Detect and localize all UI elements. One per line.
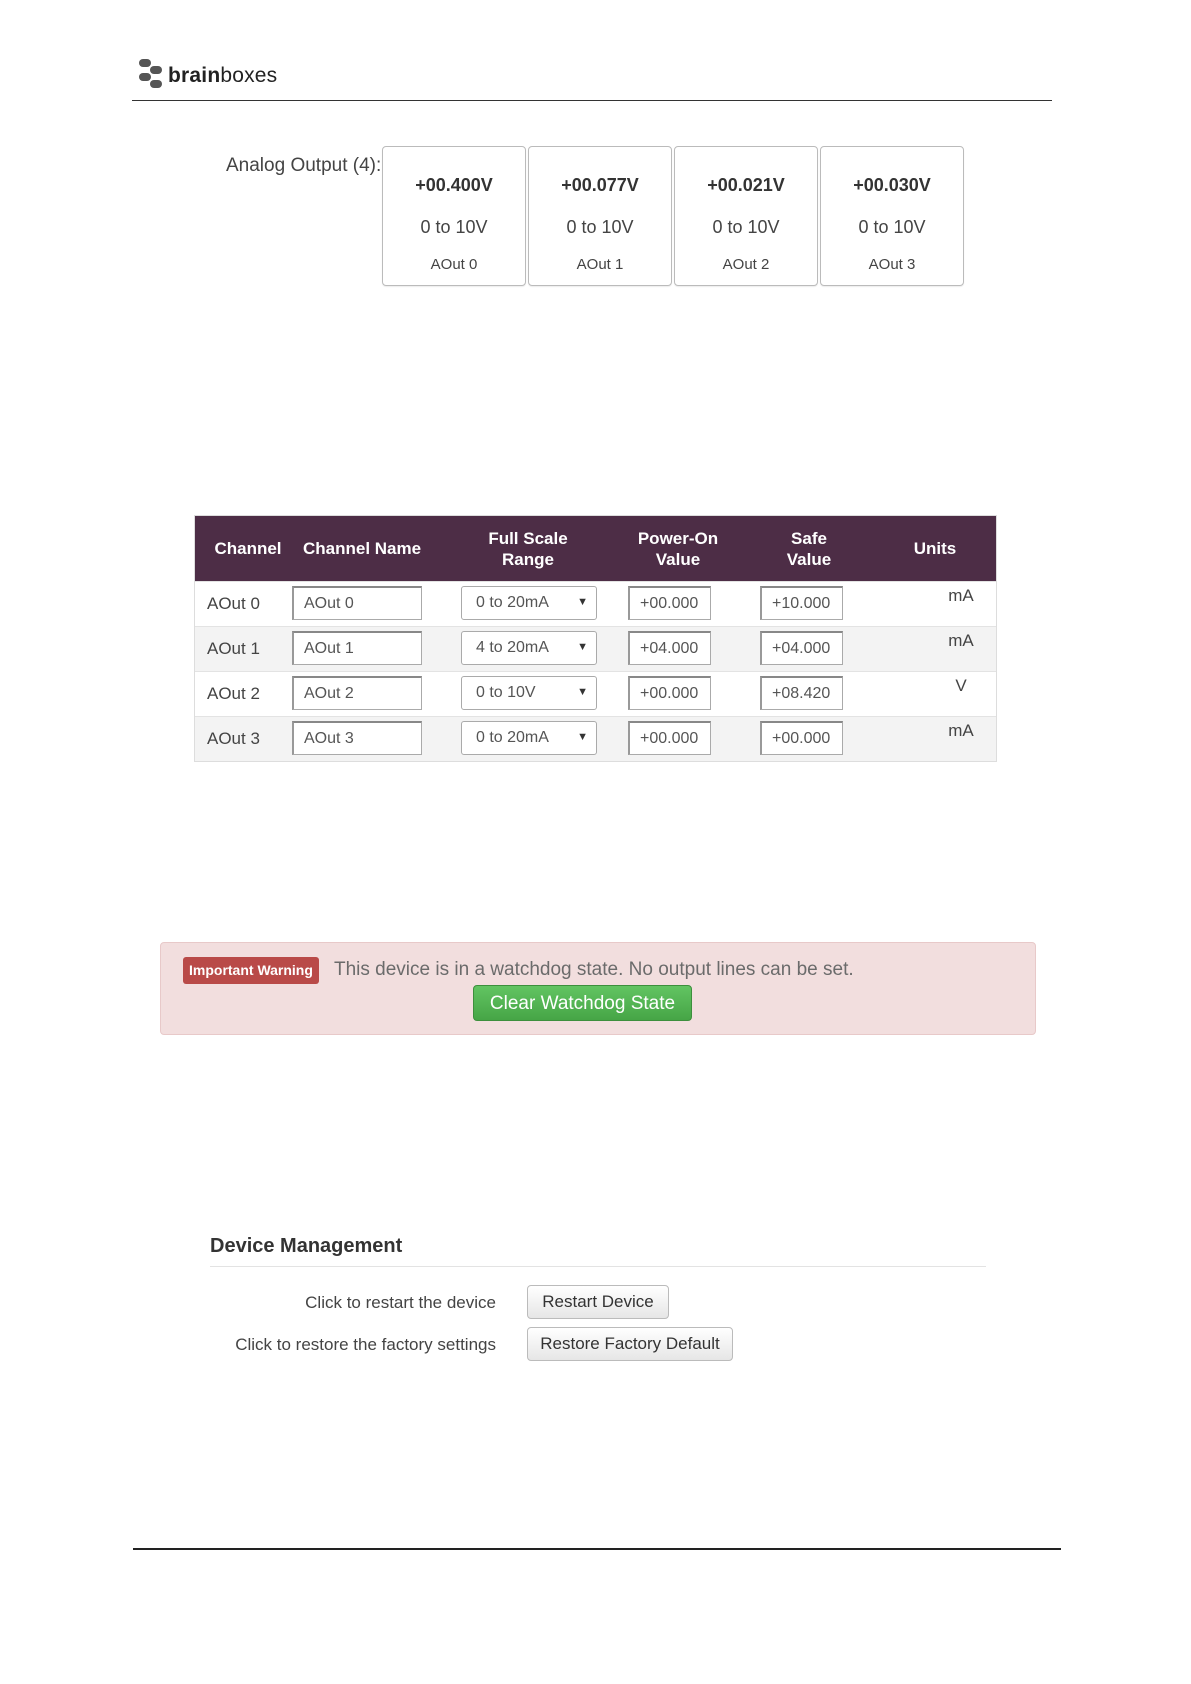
tile-value: +00.030V xyxy=(853,175,931,195)
header-channel: Channel xyxy=(214,539,282,558)
header-full-scale-range xyxy=(443,528,613,570)
row-channel: AOut 2 xyxy=(207,684,260,703)
range-select[interactable] xyxy=(461,586,597,620)
clear-watchdog-button[interactable]: Clear Watchdog State xyxy=(473,985,692,1021)
restore-label: Click to restore the factory settings xyxy=(235,1335,496,1354)
tile-range: 0 to 10V xyxy=(420,217,488,237)
channel-name-input[interactable]: AOut 2 xyxy=(292,676,422,710)
header-poweron-line1: Power-On xyxy=(637,528,719,548)
device-management-divider xyxy=(210,1266,986,1267)
analog-output-tile xyxy=(382,146,526,286)
row-channel: AOut 0 xyxy=(207,594,260,613)
tile-channel-name: AOut 2 xyxy=(722,256,770,273)
header-power-on-value xyxy=(613,528,743,570)
row-channel: AOut 1 xyxy=(207,639,260,658)
analog-output-tiles xyxy=(382,146,966,286)
row-units: mA xyxy=(948,631,974,650)
brainboxes-logo xyxy=(138,58,277,94)
watchdog-warning-panel xyxy=(160,942,1036,1035)
logo-mark-icon xyxy=(138,58,166,94)
restart-label: Click to restart the device xyxy=(305,1293,496,1312)
header-range-line1: Full Scale xyxy=(488,528,568,548)
channel-config-table xyxy=(194,515,997,762)
table-row xyxy=(195,716,996,761)
tile-channel-name: AOut 3 xyxy=(868,256,916,273)
header-channel-name: Channel Name xyxy=(303,539,422,558)
channel-name-input[interactable]: AOut 3 xyxy=(292,721,422,755)
dropdown-arrow-icon: ▼ xyxy=(577,596,588,608)
power-on-value-input[interactable]: +00.000 xyxy=(628,721,711,755)
header-safe-value xyxy=(743,528,875,570)
dropdown-arrow-icon: ▼ xyxy=(577,731,588,743)
tile-range: 0 to 10V xyxy=(566,217,634,237)
restart-device-button[interactable]: Restart Device xyxy=(527,1285,669,1319)
table-row xyxy=(195,581,996,626)
tile-channel-name: AOut 1 xyxy=(576,256,624,273)
channel-name-input[interactable]: AOut 1 xyxy=(292,631,422,665)
range-select-value: 4 to 20mA xyxy=(476,639,549,656)
row-units: mA xyxy=(948,721,974,740)
tile-value: +00.400V xyxy=(415,175,493,195)
channel-name-input[interactable]: AOut 0 xyxy=(292,586,422,620)
header-units: Units xyxy=(913,539,957,558)
header-range-line2: Range xyxy=(502,549,554,569)
row-channel: AOut 3 xyxy=(207,729,260,748)
tile-range: 0 to 10V xyxy=(858,217,926,237)
logo-text xyxy=(168,64,277,88)
tile-value: +00.021V xyxy=(707,175,785,195)
tile-value: +00.077V xyxy=(561,175,639,195)
tile-channel-name: AOut 0 xyxy=(430,256,478,273)
header-safe-line2: Value xyxy=(786,549,832,569)
row-units: V xyxy=(955,676,967,695)
range-select-value: 0 to 20mA xyxy=(476,594,549,611)
header-divider xyxy=(132,100,1052,101)
tile-range: 0 to 10V xyxy=(712,217,780,237)
analog-output-tile xyxy=(528,146,672,286)
analog-output-tile xyxy=(674,146,818,286)
header-poweron-line2: Value xyxy=(655,549,701,569)
range-select-value: 0 to 10V xyxy=(476,684,536,701)
safe-value-input[interactable]: +00.000 xyxy=(760,721,843,755)
logo-text-bold: brain xyxy=(168,64,221,87)
safe-value-input[interactable]: +10.000 xyxy=(760,586,843,620)
table-header xyxy=(195,516,996,581)
analog-output-label: Analog Output (4): xyxy=(226,155,382,176)
dropdown-arrow-icon: ▼ xyxy=(577,686,588,698)
safe-value-input[interactable]: +08.420 xyxy=(760,676,843,710)
range-select-value: 0 to 20mA xyxy=(476,729,549,746)
footer-divider xyxy=(133,1548,1061,1550)
device-management-title: Device Management xyxy=(210,1235,403,1257)
logo-text-light: boxes xyxy=(220,64,278,87)
restore-factory-default-button[interactable]: Restore Factory Default xyxy=(527,1327,733,1361)
important-warning-badge: Important Warning xyxy=(183,957,319,984)
watchdog-warning-message: This device is in a watchdog state. No output lines can be set. xyxy=(334,959,854,980)
analog-output-tile xyxy=(820,146,964,286)
dropdown-arrow-icon: ▼ xyxy=(577,641,588,653)
table-body xyxy=(195,581,996,761)
range-select[interactable] xyxy=(461,631,597,665)
table-row xyxy=(195,626,996,671)
power-on-value-input[interactable]: +04.000 xyxy=(628,631,711,665)
table-row xyxy=(195,671,996,716)
safe-value-input[interactable]: +04.000 xyxy=(760,631,843,665)
power-on-value-input[interactable]: +00.000 xyxy=(628,676,711,710)
row-units: mA xyxy=(948,586,974,605)
header-safe-line1: Safe xyxy=(791,528,827,548)
range-select[interactable] xyxy=(461,676,597,710)
range-select[interactable] xyxy=(461,721,597,755)
power-on-value-input[interactable]: +00.000 xyxy=(628,586,711,620)
